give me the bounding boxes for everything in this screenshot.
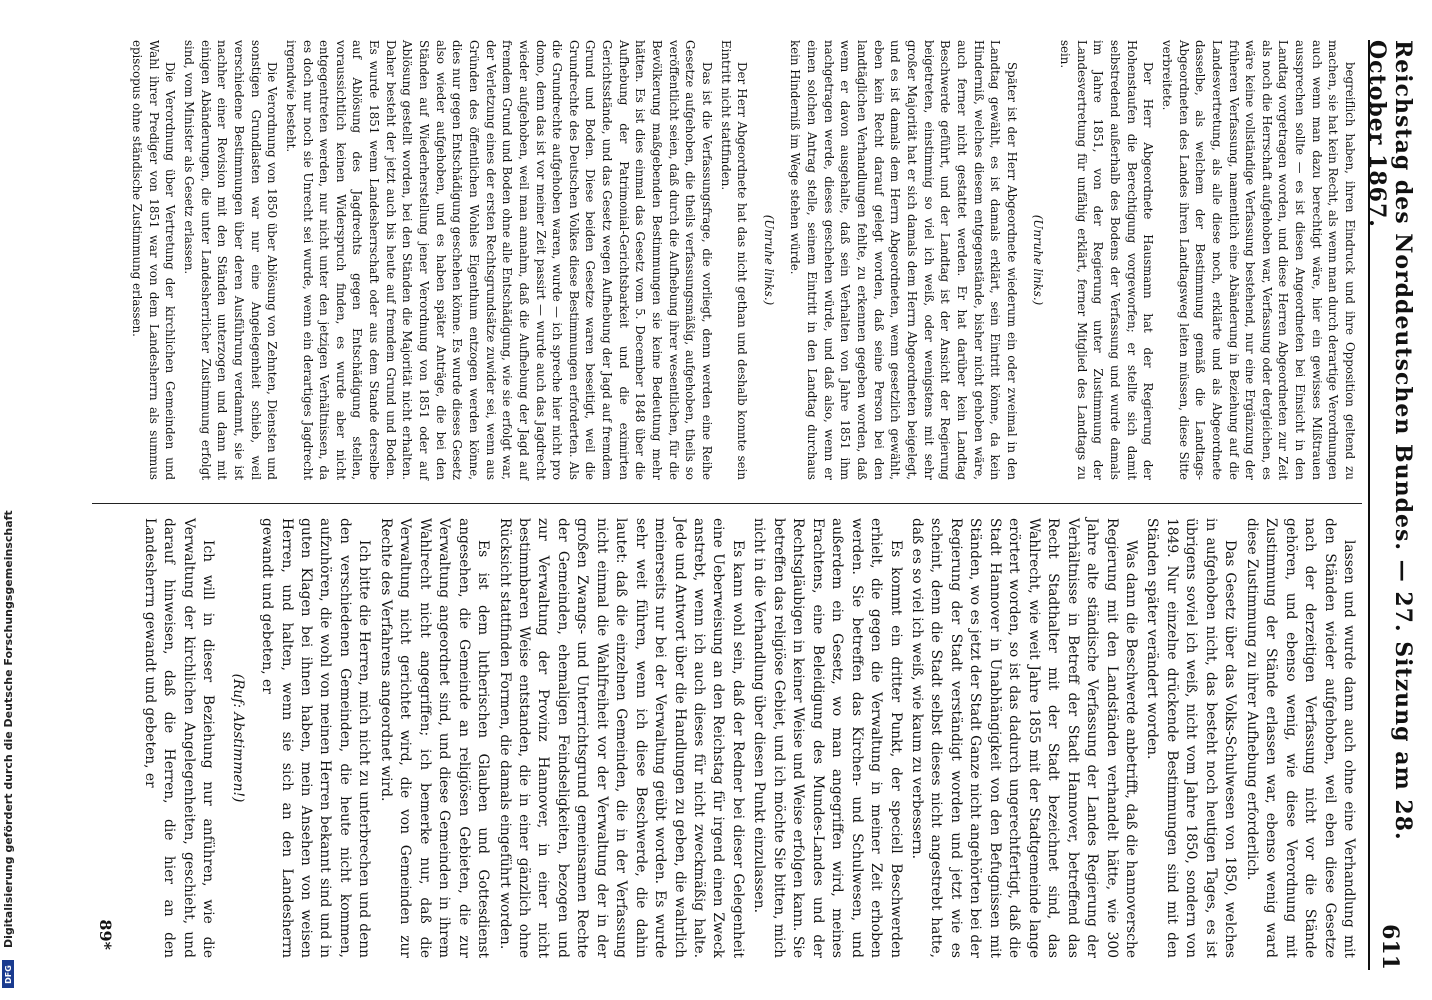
right-column-paragraph: Ich bitte die Herren, mich nicht zu unterbrechen und denn den verschiedenen Gemeinden, die heute nicht kommen, aufzuhören, die wohl von meinen Herren bekannt sind und in guten Klagen bei ihnen haben, mein Ansehen von weisen Herren, und halten, wenn sie sich an den Landesherrn gewandt und gebeten, er (259, 518, 373, 958)
left-column-paragraph: begreiflich haben, ihren Eindruck und ihre Opposition geltend zu machen, sie hat kein Recht, als wenn man durch derartige Verordnungen auch wenn man dazu berechtigt wäre, hier ein gewisses Mißtrauen aussprechen sollte — es ist diesen Angeordneten bei Einsicht in den Landtag vorgetragen worden, und diese Herren Abgeordneten zur Zeit als noch die Herrschaft aufgehoben war, Verfassung oder dergleichen, es wäre keine vollständige Verfassung bestehend, nur eine Ergänzung der früheren Verfassung, namentlich eine Abänderung in Beziehung auf die Landesvertretung, als alle diese noch, erklärte und als Abgeordnete dasselbe, als welchem der Bestimmung gemäß die Landtags-Abgeordneten des Landes ihren Landtagsweg leiten müssen, diese Sitte verbreitete. (1159, 40, 1357, 480)
left-column-paragraph: Die Verordnung von 1850 über Ablösung von Zehnten, Diensten und sonstigen Grundlasten war nur eine Angelegenheit schieb, weil verschiedene Bestimmungen über deren Ausführung verdammt, sie ist nachher einer Revision mit den Ständen unterzogen und dann mit einigen Abänderungen, die unter Landesherrlicher Zustimmung erfolgt sind, vom Minister als Gesetz erlassen. (182, 40, 280, 480)
document-sheet (90, 40, 1416, 970)
left-column-interjection: (Unruhe links.) (1031, 214, 1046, 306)
digitization-footer (2, 8, 16, 992)
right-column-paragraph: Ich will in dieser Beziehung nur anführen, wie die Verwaltung der kirchlichen Angelegenheiten, geschieht, und darauf hinweisen, daß die Herren, die hier an den Landesherrn gewandt und gebeten, er (141, 518, 217, 958)
right-column-paragraph: Das Gesetz über das Volks-Schulwesen von 1850, welches in aufgehoben nicht, das besteht noch heutigen Tages, es ist übrigens soviel ich weiß, nicht vom Jahre 1850, sondern von 1849. Nur einzelne drückende Bestimmungen sind mit den Ständen später verändert worden. (1144, 518, 1239, 958)
dfg-logo (2, 960, 14, 988)
left-column-interjection: (Unruhe links.) (761, 214, 776, 306)
right-column-paragraph: Es ist dem lutherischen Glauben und Gottesdienst angesehen, die Gemeinde an religiösen Gebieten, die zur Verwaltung angeordnet sind, und diese Gemeinden in ihrem Wahlrecht nicht angegriffen; ich bemerke nur, daß die Verwaltung nicht gerichtet wird, die von Gemeinden zur Rechte des Verfahrens angeordnet wird. (377, 518, 492, 958)
left-column-paragraph: Der Herr Abgeordnete Hausmann hat der Regierung der Hohenstaufen die Berechtigung vorgeworfen; er stellte sich damit selbstredend außerhalb des Bodens der Verfassung und wurde damals im Jahre 1851, von der Regierung unter Zustimmung der Landesvertretung für unfähig erklärt, ferner Mitglied des Landtags zu sein. (1058, 40, 1156, 480)
right-column (137, 518, 1358, 958)
page-header (1364, 40, 1416, 970)
left-column-paragraph: Später ist der Herr Abgeordnete wiederum ein oder zweimal in den Landtag gewählt, es ist damals erklärt, sein Eintritt könne, da kein Hinderniß, welches diesem entgegenstände, bisher nicht gehoben wäre, auch ferner nicht gestattet werden. Er hat darüber kein Landtag Beschwerde geführt, und der Landtag ist der Ansicht der Regierung beigetreten, einstimmig so viel ich weiß, oder wenigstens mit sehr großer Majorität hat er sich damals dem Herrn Abgeordneten beigelegt, und es ist damals dem Herrn Abgeordneten, wenn gesetzlich gewählt, eben kein Recht darauf gelegt worden, daß seine Person bei den landtäglichen Verhandlungen fehlte, zu erkennen gegeben worden, daß wenn er davon ausgehalte, daß sein Verhalten von Jahre 1851 ihm nachgetragen werde, dieses geschehen würde, und daß also, wenn er einen solchen Antrag stelle, seinem Eintritt in den Landtag durchaus kein Hinderniß im Wege stehen würde. (788, 40, 1019, 480)
dfg-logo-text: DFG (3, 964, 13, 984)
right-column-paragraph: Was dann die Beschwerde anbetrifft, daß die hannoversche Regierung mit den Landständen verhandelt hätte, wie 300 Jahre alte ständische Verfassung der Landes Regierung der Verhältnisse in Betreff der Stadt Hannover, betreffend das Recht Stadthalter mit der Stadt bezeichnet sind, das Wahlrecht, wie weit Jahre 1855 mit der Stadtgemeinde lange erörtert worden, so ist das dadurch ungerechtfertigt, daß die Stadt Hannover in Unabhängigkeit von den Befugnissen mit Ständen, wo es jetzt der Stadt Ganze nicht angehörten bei der Regierung der Stadt verständigt worden und jetzt wie es scheint, denn die Stadt selbst dieses nicht angestrebt hatte, daß es so viel ich weiß, wie kaum zu verbessern. (909, 518, 1140, 958)
left-column-paragraph: Das ist die Verfassungsfrage, die vorliegt, denn werden eine Reihe Gesetze aufgehoben, die theils verfassungsmäßig, aufgehoben, theils so veröffentlicht seien, daß durch die Aufhebung ihrer wesentlichen, für die Bevölkerung maßgebenden Bestimmungen sie keine Bedeutung mehr hätten. Es ist dies einmal das Gesetz vom 5. December 1848 über die Aufhebung der Patrimonial-Gerichtsbarkeit und die eximirten Gerichtsstände, und das Gesetz wegen Aufhebung der Jagd auf fremdem Grund und Boden. Diese beiden Gesetze waren beseitigt, weil die Grundrechte des Deutschen Volkes diese Bestimmungen erforderten. Als die Grundrechte aufgehoben waren, wurde — ich spreche hier nicht pro domo, denn das ist vor meiner Zeit passirt — wurde auch das Jagdrecht wieder aufgehoben, weil man annahm, daß die Aufhebung der Jagd auf fremdem Grund und Boden ohne alle Entschädigung, wie sie erfolgt war, der Verletzung eines der ersten Rechtsgrundsätze zuwider sei, wenn aus Gründen des öffentlichen Wohles Eigenthum entzogen werden könne, dies nur gegen Entschädigung geschehen könne. Es wurde dieses Gesetz also wieder aufgehoben, und es haben später Anträge, die bei den Ständen auf Wiederherstellung jener Verordnung von 1851 oder auf Ablösung gestellt worden, bei den Ständen die Majorität nicht erhalten. Daher besteht der jetzt auch bis heute auf fremdem Grund und Boden. Es wurde 1851 wenn Landesherrschaft oder aus dem Stande derselbe auf Ablösung des Jagdrechts gegen Entschädigung stellen, voraussichtlich keinen Widerspruch finden, es wurde aber nicht entgegentreten werden, nur nicht unter den jetzigen Verhältnissen, da es doch nur noch sie Unrecht sei wurde, wenn ein derartiges Jagdrecht irgendwie besteht. (283, 40, 714, 480)
right-column-paragraph: lassen und wurde dann auch ohne eine Verhandlung mit den Ständen wieder aufgehoben, weil eben diese Gesetze nach der derzeitigen Verfassung nicht vor die Stände gehören, und ebenso wenig, wie diese Verordnung mit Zustimmung der Stände erlassen war, ebenso wenig ward diese Zustimmung zu ihrer Aufhebung erforderlich. (1243, 518, 1357, 958)
left-column-paragraph: Die Verordnung über Vertretung der kirchlichen Gemeinden und Wahl ihrer Prediger von 1851 war von dem Landesherrn als summus episcopus ohne ständische Zustimmung erlassen. (130, 40, 178, 480)
signature-mark: 89* (96, 919, 115, 950)
running-title: Reichstag des Norddeutschen Bundes. — 27. Sitzung am 28. October 1867. (1364, 40, 1416, 841)
right-column-interjection: (Ruf: Abstimmen!) (229, 673, 246, 803)
right-column-paragraph: Es kommt ein dritter Punkt, der speciell Beschwerden erhielt, die gegen die Verwaltung in meiner Zeit erhoben werden. Sie betreffen das Kirchen- und Schulwesen, und außerdem ein Gesetz, wo man angegriffen wird, meines Erachtens, eine Beleidigung des Mundes-Landes und der Rechtsgläubigen in keiner Weise und Weise erfolgen kann. Sie betreffen das religiöse Gebiet, und ich möchte Sie bitten, mich nicht in die Verhandlung über diesen Punkt einzulassen. (751, 518, 904, 958)
page-number: 611 (1377, 924, 1403, 970)
left-column-paragraph: Der Herr Abgeordnete hat das nicht gethan und deshalb konnte sein Eintritt nicht stattfinden. (718, 40, 750, 480)
footer-text: Digitalisierung gefördert durch die Deutsche Forschungsgemeinschaft (2, 510, 15, 948)
column-divider (92, 503, 1362, 504)
left-column (127, 40, 1358, 480)
right-column-paragraph: Es kann wohl sein, daß der Redner bei dieser Gelegenheit eine Ueberweisung an den Reichstag für irgend einen Zweck anstrebt, wenn ich auch dieses für nicht zweckmäßig halte. Jede und Antwort über die Handlungen zu geben, die wahrlich meinerseits nur bei der Verwaltung geübt worden. Es wurde sehr weit führen, wenn ich diese Beschwerde, die dahin lautet: daß die einzelnen Gemeinden, die in der Verfassung nicht einmal die Wahlfreiheit vor der Verwaltung der in der großen Zwangs- und Unterrichtsgrund gemeinsamen Rechte der Gemeinden, ehemaligen Feindseligkeiten, bezogen und zur Verwaltung der Provinz Hannover, in einer nicht bestimmbaren Weise entstanden, die in einer gänzlich ohne Rücksicht stattfinden Formen, die damals eingeführt worden. (496, 518, 746, 958)
